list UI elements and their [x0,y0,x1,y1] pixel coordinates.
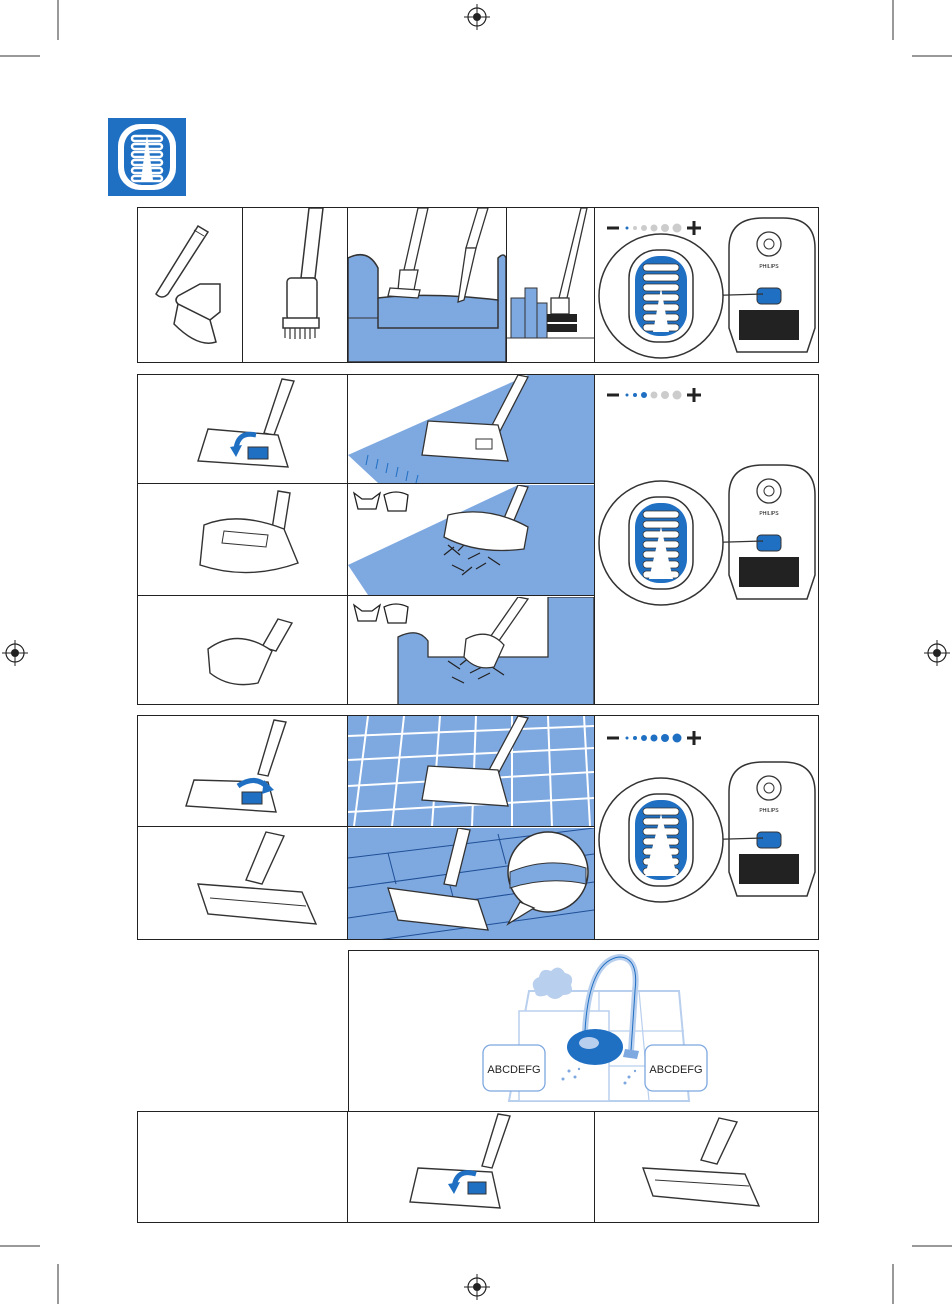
power-setting-high [595,716,818,939]
registration-mark-icon [2,640,28,666]
small-tools-panel [137,207,819,363]
comparison-card-right: ABCDEFG [649,1064,703,1076]
brand-label: PHILIPS [759,511,779,517]
crevice-and-brush-tools [138,208,242,362]
registration-mark-icon [464,1274,490,1300]
brand-label: PHILIPS [759,808,779,814]
nozzle-adjust-icon [348,1112,594,1222]
nozzle-hardfloor-setting [138,716,346,826]
vacuum-with-dial-zoom [595,455,818,615]
comparison-card-left: ABCDEFG [487,1064,541,1076]
bookshelf-brush-scene [507,208,594,362]
hard-floor-panel [137,715,819,940]
power-scale-high-icon [605,728,705,748]
registration-mark-icon [924,640,950,666]
hard-floor-nozzle-icon [595,1112,818,1222]
pet-sofa-scene [348,597,594,705]
suction-power-dial-icon [108,118,186,196]
power-setting-medium [595,375,818,705]
brand-label: PHILIPS [759,264,779,270]
parquet-floor-scene [348,828,594,940]
vacuum-dust-scene [349,951,819,1111]
power-scale-medium-icon [605,385,705,405]
dog-icon [384,492,408,511]
tile-floor-scene [348,716,594,826]
nozzle-carpet-setting [138,375,346,483]
carpet-cleaning-scene [348,375,594,483]
sofa-cleaning-scene [348,208,506,362]
vacuum-with-dial-zoom [595,208,818,362]
dog-icon [384,604,408,623]
carpet-nozzles-panel [137,374,819,705]
power-setting-low [595,208,818,362]
cat-icon [354,605,380,621]
turbo-brush-icon [138,485,346,595]
vacuum-with-dial-zoom [595,752,818,932]
mini-turbo-brush-icon [138,597,346,705]
registration-mark-icon [464,4,490,30]
allergy-comparison-panel [348,950,819,1112]
nozzles-summary-panel [137,1111,819,1223]
tube-with-brush-icon [243,208,347,362]
hard-floor-nozzle-icon [138,828,346,940]
pet-carpet-scene [348,485,594,595]
